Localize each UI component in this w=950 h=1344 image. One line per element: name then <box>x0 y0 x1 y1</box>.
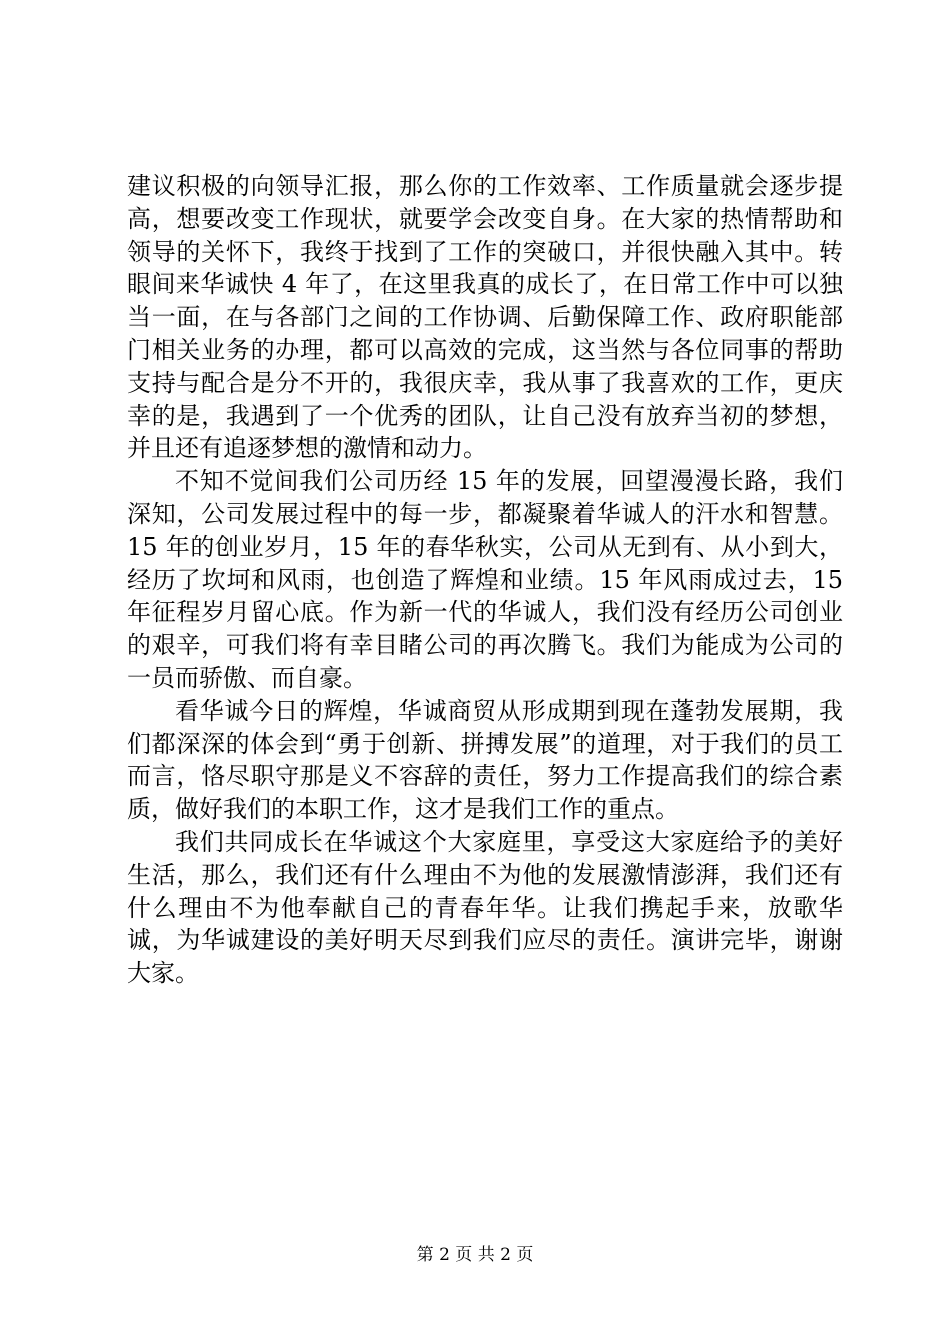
paragraph-2: 不知不觉间我们公司历经 15 年的发展，回望漫漫长路，我们深知，公司发展过程中的每一步，都凝聚着华诚人的汗水和智慧。15 年的创业岁月，15 年的春华秋实，公司从无到有、从小到大，经历了坎坷和风雨，也创造了辉煌和业绩。15 年风雨成过去，15 年征程岁月留心底。作为新一代的华诚人，我们没有经历公司创业的艰辛，可我们将有幸目睹公司的再次腾飞。我们为能成为公司的一员而骄傲、而自豪。 <box>127 467 843 692</box>
paragraph-4: 我们共同成长在华诚这个大家庭里，享受这大家庭给予的美好生活，那么，我们还有什么理由不为他的发展激情澎湃，我们还有什么理由不为他奉献自己的青春年华。让我们携起手来，放歌华诚，为华诚建设的美好明天尽到我们应尽的责任。演讲完毕，谢谢大家。 <box>127 827 843 988</box>
paragraph-1: 建议积极的向领导汇报，那么你的工作效率、工作质量就会逐步提高，想要改变工作现状，就要学会改变自身。在大家的热情帮助和领导的关怀下，我终于找到了工作的突破口，并很快融入其中。转眼间来华诚快 4 年了，在这里我真的成长了，在日常工作中可以独当一面，在与各部门之间的工作协调、后勤保障工作、政府职能部门相关业务的办理，都可以高效的完成，这当然与各位同事的帮助支持与配合是分不开的，我很庆幸，我从事了我喜欢的工作，更庆幸的是，我遇到了一个优秀的团队，让自己没有放弃当初的梦想，并且还有追逐梦想的激情和动力。 <box>127 172 843 463</box>
paragraph-3: 看华诚今日的辉煌，华诚商贸从形成期到现在蓬勃发展期，我们都深深的体会到“勇于创新、拼搏发展”的道理，对于我们的员工而言，恪尽职守那是义不容辞的责任，努力工作提高我们的综合素质，做好我们的本职工作，这才是我们工作的重点。 <box>127 696 843 824</box>
document-body <box>127 170 843 990</box>
page-footer: 第 2 页 共 2 页 <box>416 1245 534 1265</box>
